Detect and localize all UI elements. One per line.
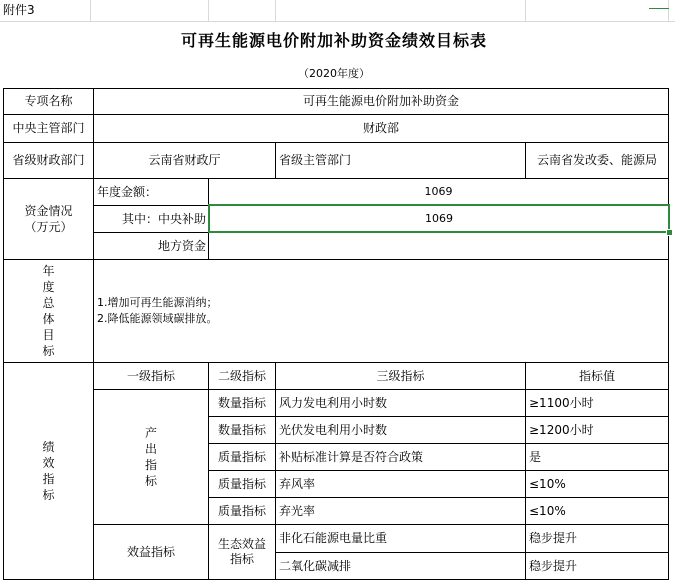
goal-line: 2.降低能源领域碳排放。 [97, 312, 218, 325]
funds-label-line2: （万元） [24, 220, 73, 234]
eco-label-line1: 生态效益 [217, 537, 266, 551]
gridline [90, 0, 91, 22]
table-border [3, 579, 669, 580]
attachment-label: 附件3 [3, 3, 35, 18]
annual-amount-value[interactable]: 1069 [424, 185, 453, 199]
output-char: 指 [144, 458, 157, 472]
gridline [525, 0, 526, 22]
central-subsidy-value[interactable]: 1069 [208, 204, 670, 233]
annual-goal-text[interactable] [94, 260, 668, 362]
value-cell[interactable]: ≥1100小时 [529, 395, 594, 410]
eco-label-line2: 指标 [229, 552, 254, 566]
eco-benefit-label [209, 525, 275, 579]
goal-char: 标 [42, 344, 55, 358]
perf-char: 标 [42, 488, 55, 502]
central-dept-value[interactable]: 财政部 [362, 121, 399, 136]
goal-char: 体 [42, 312, 55, 326]
goal-char: 度 [42, 280, 55, 294]
header-level1: 一级指标 [126, 368, 175, 383]
goal-char: 年 [42, 264, 55, 278]
level3-cell[interactable]: 补贴标准计算是否符合政策 [279, 449, 424, 464]
level3-cell[interactable]: 弃光率 [279, 503, 316, 518]
annual-amount-label: 年度金额： [97, 184, 158, 199]
header-value: 指标值 [578, 368, 615, 383]
provincial-dept-value[interactable]: 云南省发改委、能源局 [536, 153, 657, 168]
year-label: （2020年度） [298, 67, 370, 81]
perf-char: 绩 [42, 440, 55, 454]
level3-cell[interactable]: 光伏发电利用小时数 [279, 422, 388, 437]
annual-goal-label [4, 260, 93, 362]
gridline [668, 0, 669, 22]
header-level3: 三级指标 [376, 368, 425, 383]
table-border [668, 88, 669, 580]
local-funds-value[interactable] [209, 233, 668, 259]
level3-cell[interactable]: 非化石能源电量比重 [279, 531, 388, 546]
performance-label [4, 363, 93, 579]
level2-cell: 质量指标 [217, 449, 266, 464]
goal-line: 1.增加可再生能源消纳； [97, 296, 218, 309]
level3-cell[interactable]: 二氧化碳减排 [279, 558, 352, 573]
central-dept-label: 中央主管部门 [12, 121, 85, 136]
provincial-dept-label: 省级主管部门 [279, 153, 352, 168]
selection-edge [649, 8, 669, 9]
goal-char: 目 [42, 328, 55, 342]
funds-label-line1: 资金情况 [24, 204, 73, 218]
value-cell[interactable]: ≥1200小时 [529, 422, 594, 437]
provincial-finance-label: 省级财政部门 [12, 153, 85, 168]
output-char: 产 [144, 426, 157, 440]
provincial-finance-value[interactable]: 云南省财政厅 [148, 153, 221, 168]
project-name-label: 专项名称 [24, 94, 73, 109]
output-char: 出 [144, 442, 157, 456]
level2-cell: 质量指标 [217, 476, 266, 491]
value-cell[interactable]: ≤10% [529, 503, 566, 518]
perf-char: 效 [42, 456, 55, 470]
project-name-value[interactable]: 可再生能源电价附加补助资金 [302, 94, 459, 109]
local-funds-label: 地方资金 [157, 238, 206, 253]
level2-cell: 数量指标 [217, 422, 266, 437]
level3-cell[interactable]: 弃风率 [279, 476, 316, 491]
value-cell[interactable]: ≤10% [529, 476, 566, 491]
output-indicator-label [94, 390, 208, 524]
funds-label [4, 179, 93, 259]
value-cell[interactable]: 是 [529, 449, 542, 464]
header-level2: 二级指标 [217, 368, 266, 383]
goal-char: 总 [42, 296, 55, 310]
value-cell[interactable]: 稳步提升 [529, 531, 578, 546]
central-subsidy-label: 其中：中央补助 [121, 211, 206, 226]
level3-cell[interactable]: 风力发电利用小时数 [279, 395, 388, 410]
gridline [208, 0, 209, 22]
perf-char: 指 [42, 472, 55, 486]
output-char: 标 [144, 474, 157, 488]
page-title: 可再生能源电价附加补助资金绩效目标表 [180, 31, 487, 51]
benefit-indicator-label: 效益指标 [126, 544, 175, 559]
level2-cell: 数量指标 [217, 395, 266, 410]
gridline [275, 0, 276, 22]
level2-cell: 质量指标 [217, 503, 266, 518]
value-cell[interactable]: 稳步提升 [529, 558, 578, 573]
